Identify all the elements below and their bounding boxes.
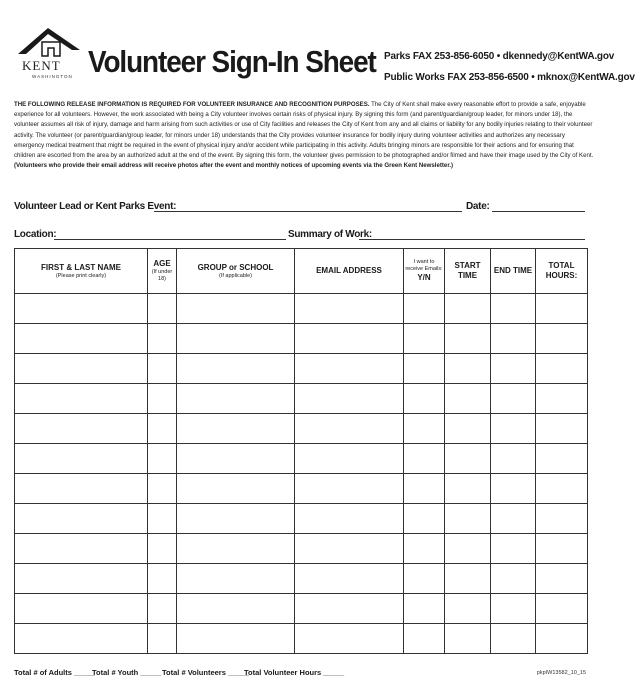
start-time-cell[interactable] xyxy=(445,504,491,534)
email-optin-header: I want to receive Emails: Y/N xyxy=(404,249,445,294)
name-cell[interactable] xyxy=(15,324,148,354)
email-cell[interactable] xyxy=(295,444,404,474)
total-hours-cell[interactable] xyxy=(536,384,588,414)
total-youth: Total # Youth _____ xyxy=(92,668,162,677)
end-time-cell[interactable] xyxy=(491,594,536,624)
age-cell[interactable] xyxy=(148,384,177,414)
end-time-cell[interactable] xyxy=(491,504,536,534)
date-line[interactable] xyxy=(492,211,585,212)
age-cell[interactable] xyxy=(148,324,177,354)
table-row xyxy=(15,354,588,384)
end-time-cell[interactable] xyxy=(491,324,536,354)
name-cell[interactable] xyxy=(15,504,148,534)
email-cell[interactable] xyxy=(295,384,404,414)
total-hours-cell[interactable] xyxy=(536,414,588,444)
summary-line[interactable] xyxy=(359,239,585,240)
email-optin-cell[interactable] xyxy=(404,444,445,474)
release-closing: (Volunteers who provide their email address will receive photos after the event and monthly notices of upcoming events via the Green Kent Newsletter.) xyxy=(14,162,454,170)
age-cell[interactable] xyxy=(148,624,177,654)
total-hours-cell[interactable] xyxy=(536,354,588,384)
release-body: The City of Kent shall make every reasonable effort to provide a safe, enjoyable experience for all volunteers. However, the work associated with being a City volunteer involves certain risks of physical injury. By signing this form (and parent/guardian/group leader, for minors under 18), the volunteer assumes all risk of injury, damage and harm arising from such activities or use of City facilities and releases the City of Kent from any and all claims or liability for any bodily injuries relating to their volunteer activity. The volunteer (or parent/guardian/group leader, for minors under 18) understands that the City provides volunteer insurance for bodily injury during volunteer activities and authorizes any necessary emergency medical treatment that might be required in the event of physical injury and/or accident while participating in this activity. Adults bringing minors are responsible for their actions and for ensuring that children are escorted from the area by an authorized adult at the end of the event. By signing this form, the volunteer gives permission to be photographed and/or filmed and have their image used by the City of Kent. xyxy=(14,101,594,160)
name-cell[interactable] xyxy=(15,534,148,564)
release-lead: THE FOLLOWING RELEASE INFORMATION IS REQUIRED FOR VOLUNTEER INSURANCE AND RECOGNITION PURPOSES. xyxy=(14,101,370,108)
name-cell[interactable] xyxy=(15,594,148,624)
logo-tagline: WASHINGTON xyxy=(32,74,73,79)
start-time-cell[interactable] xyxy=(445,354,491,384)
email-optin-cell[interactable] xyxy=(404,324,445,354)
email-cell[interactable] xyxy=(295,504,404,534)
form-code: pkpIW13582_10_15 xyxy=(536,670,586,676)
total-hours-cell[interactable] xyxy=(536,474,588,504)
end-time-cell[interactable] xyxy=(491,564,536,594)
name-cell[interactable] xyxy=(15,624,148,654)
group-cell[interactable] xyxy=(177,474,295,504)
start-time-cell[interactable] xyxy=(445,414,491,444)
group-cell[interactable] xyxy=(177,414,295,444)
release-statement xyxy=(14,100,594,171)
group-cell[interactable] xyxy=(177,504,295,534)
name-cell[interactable] xyxy=(15,474,148,504)
start-time-cell[interactable] xyxy=(445,444,491,474)
city-of-kent-logo xyxy=(14,20,86,90)
start-time-cell[interactable] xyxy=(445,534,491,564)
group-cell[interactable] xyxy=(177,444,295,474)
table-row xyxy=(15,384,588,414)
group-cell[interactable] xyxy=(177,384,295,414)
table-row xyxy=(15,444,588,474)
email-cell[interactable] xyxy=(295,354,404,384)
email-cell[interactable] xyxy=(295,624,404,654)
start-time-cell[interactable] xyxy=(445,474,491,504)
email-cell[interactable] xyxy=(295,474,404,504)
email-optin-cell[interactable] xyxy=(404,354,445,384)
table-row xyxy=(15,324,588,354)
email-header: EMAIL ADDRESS xyxy=(295,249,404,294)
email-cell[interactable] xyxy=(295,564,404,594)
email-optin-cell[interactable] xyxy=(404,504,445,534)
summary-label: Summary of Work: xyxy=(288,229,372,240)
age-cell[interactable] xyxy=(148,444,177,474)
end-time-cell[interactable] xyxy=(491,444,536,474)
total-hours-cell[interactable] xyxy=(536,444,588,474)
start-time-header: START TIME xyxy=(445,249,491,294)
age-header: AGE (If under 18) xyxy=(148,249,177,294)
email-optin-cell[interactable] xyxy=(404,474,445,504)
start-time-cell[interactable] xyxy=(445,594,491,624)
age-cell[interactable] xyxy=(148,294,177,324)
email-optin-cell[interactable] xyxy=(404,594,445,624)
group-cell[interactable] xyxy=(177,294,295,324)
sign-in-table xyxy=(14,248,588,654)
table-header-row xyxy=(15,249,588,294)
email-cell[interactable] xyxy=(295,594,404,624)
table-row xyxy=(15,564,588,594)
age-cell[interactable] xyxy=(148,354,177,384)
age-cell[interactable] xyxy=(148,414,177,444)
start-time-cell[interactable] xyxy=(445,564,491,594)
name-cell[interactable] xyxy=(15,414,148,444)
start-time-cell[interactable] xyxy=(445,624,491,654)
age-cell[interactable] xyxy=(148,534,177,564)
table-row xyxy=(15,414,588,444)
age-cell[interactable] xyxy=(148,504,177,534)
total-volunteer-hours: Total Volunteer Hours _____ xyxy=(244,668,345,677)
name-cell[interactable] xyxy=(15,294,148,324)
email-optin-cell[interactable] xyxy=(404,534,445,564)
location-line[interactable] xyxy=(54,239,286,240)
name-cell[interactable] xyxy=(15,444,148,474)
group-header: GROUP or SCHOOL (If applicable) xyxy=(177,249,295,294)
age-cell[interactable] xyxy=(148,564,177,594)
name-cell[interactable] xyxy=(15,564,148,594)
name-cell[interactable] xyxy=(15,354,148,384)
date-label: Date: xyxy=(466,201,490,212)
total-hours-cell[interactable] xyxy=(536,564,588,594)
email-optin-cell[interactable] xyxy=(404,564,445,594)
group-cell[interactable] xyxy=(177,624,295,654)
start-time-cell[interactable] xyxy=(445,324,491,354)
event-label: Volunteer Lead or Kent Parks Event: xyxy=(14,201,177,212)
total-adults: Total # of Adults _____ xyxy=(14,668,95,677)
email-optin-cell[interactable] xyxy=(404,414,445,444)
name-cell[interactable] xyxy=(15,384,148,414)
table-row xyxy=(15,474,588,504)
end-time-cell[interactable] xyxy=(491,384,536,414)
public-works-contact: Public Works FAX 253-856-6500 • mknox@KentWA.gov xyxy=(384,72,635,83)
email-cell[interactable] xyxy=(295,324,404,354)
total-volunteers: Total # Volunteers _____ xyxy=(162,668,249,677)
table-row xyxy=(15,294,588,324)
email-cell[interactable] xyxy=(295,534,404,564)
total-hours-header: TOTAL HOURS: xyxy=(536,249,588,294)
event-line[interactable] xyxy=(154,211,462,212)
email-optin-cell[interactable] xyxy=(404,624,445,654)
total-hours-cell[interactable] xyxy=(536,624,588,654)
end-time-cell[interactable] xyxy=(491,354,536,384)
total-hours-cell[interactable] xyxy=(536,534,588,564)
start-time-cell[interactable] xyxy=(445,294,491,324)
parks-contact: Parks FAX 253-856-6050 • dkennedy@KentWA.gov xyxy=(384,51,615,62)
group-cell[interactable] xyxy=(177,534,295,564)
email-cell[interactable] xyxy=(295,294,404,324)
email-optin-cell[interactable] xyxy=(404,384,445,414)
table-row xyxy=(15,624,588,654)
total-hours-cell[interactable] xyxy=(536,504,588,534)
email-optin-cell[interactable] xyxy=(404,294,445,324)
logo-wordmark: KENT xyxy=(22,58,61,73)
age-cell[interactable] xyxy=(148,474,177,504)
age-cell[interactable] xyxy=(148,594,177,624)
group-cell[interactable] xyxy=(177,564,295,594)
total-hours-cell[interactable] xyxy=(536,594,588,624)
end-time-header: END TIME xyxy=(491,249,536,294)
page-title: Volunteer Sign-In Sheet xyxy=(88,44,376,79)
table-row xyxy=(15,534,588,564)
end-time-cell[interactable] xyxy=(491,414,536,444)
end-time-cell[interactable] xyxy=(491,624,536,654)
location-label: Location: xyxy=(14,229,57,240)
end-time-cell[interactable] xyxy=(491,474,536,504)
total-hours-cell[interactable] xyxy=(536,324,588,354)
start-time-cell[interactable] xyxy=(445,384,491,414)
table-row xyxy=(15,504,588,534)
total-hours-cell[interactable] xyxy=(536,294,588,324)
group-cell[interactable] xyxy=(177,324,295,354)
email-cell[interactable] xyxy=(295,414,404,444)
group-cell[interactable] xyxy=(177,354,295,384)
name-header: FIRST & LAST NAME (Please print clearly) xyxy=(15,249,148,294)
end-time-cell[interactable] xyxy=(491,294,536,324)
table-row xyxy=(15,594,588,624)
group-cell[interactable] xyxy=(177,594,295,624)
end-time-cell[interactable] xyxy=(491,534,536,564)
